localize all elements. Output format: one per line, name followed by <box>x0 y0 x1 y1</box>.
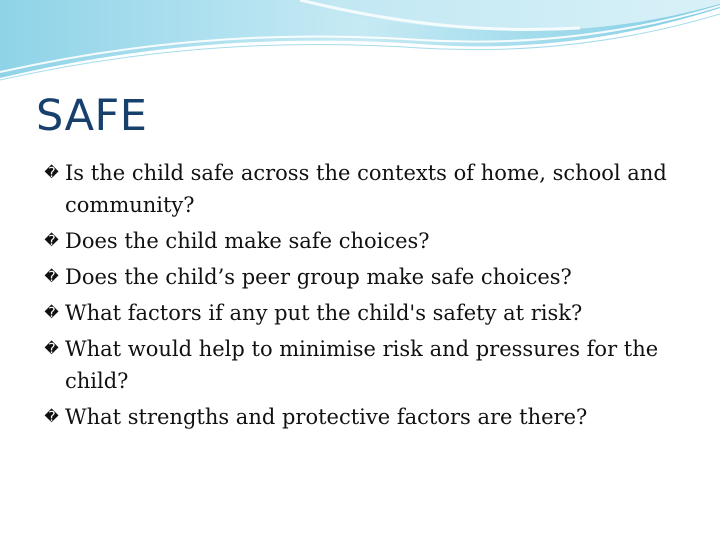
bullet-text: Does the child’s peer group make safe choices? <box>65 265 572 289</box>
bullet-item <box>44 401 684 433</box>
bullet-text: Is the child safe across the contexts of home, school and community? <box>65 161 667 217</box>
bullet-item <box>44 261 684 293</box>
slide-title: SAFE <box>36 91 148 141</box>
bullet-list <box>44 157 684 437</box>
bullet-glyph-icon: � <box>44 409 59 425</box>
bullet-glyph-icon: � <box>44 165 59 181</box>
header-wave-decoration <box>0 0 720 90</box>
bullet-glyph-icon: � <box>44 269 59 285</box>
bullet-glyph-icon: � <box>44 341 59 357</box>
bullet-text: What strengths and protective factors are there? <box>65 405 588 429</box>
bullet-item <box>44 297 684 329</box>
bullet-item <box>44 225 684 257</box>
bullet-text: Does the child make safe choices? <box>65 229 430 253</box>
bullet-item <box>44 333 684 397</box>
bullet-text: What factors if any put the child's safety at risk? <box>65 301 583 325</box>
bullet-glyph-icon: � <box>44 233 59 249</box>
bullet-glyph-icon: � <box>44 305 59 321</box>
bullet-text: What would help to minimise risk and pressures for the child? <box>65 337 659 393</box>
bullet-item <box>44 157 684 221</box>
